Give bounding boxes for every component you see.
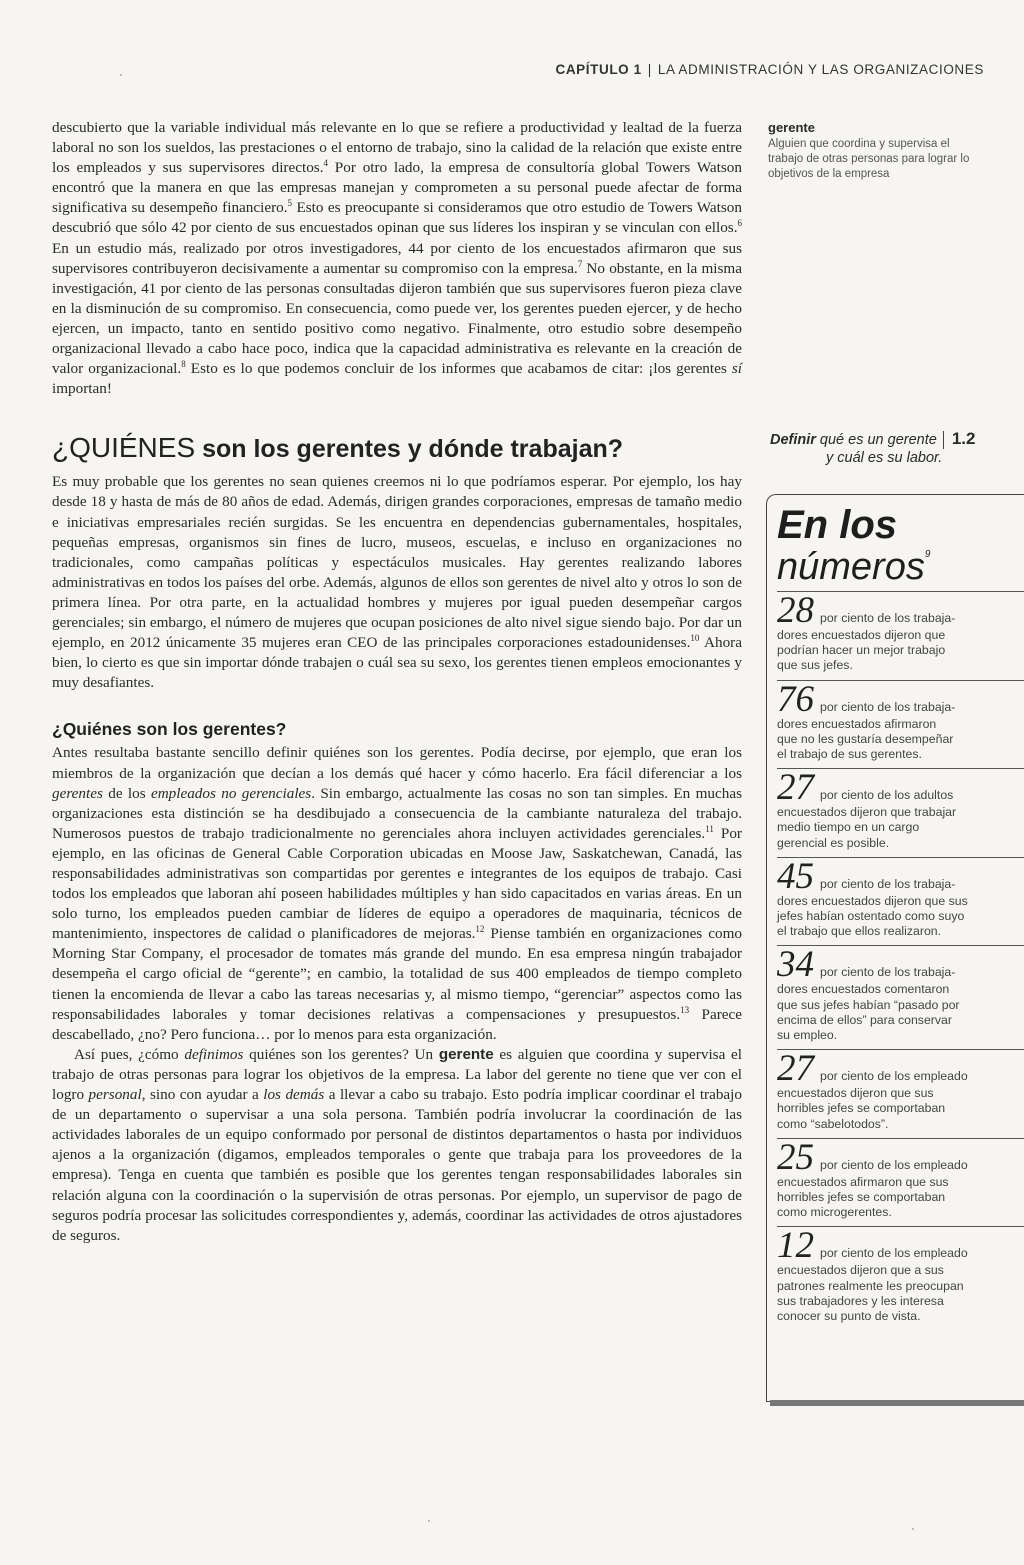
intro-paragraph: descubierto que la variable individual más relevante en lo que se refiere a productividad y lealtad de la fuerza laboral no son los sueldos, las prestaciones o el entorno de trabajo, sino la calidad de la relación que existe entre los empleados y sus supervisores directos.$^4$ Por otro lado, la empresa de consultoría global Towers Watson encontró que la manera en que las empresas manejan y comprometen a su personal puede afectar de forma significativa su desempeño financiero.$^5$ Esto es preocupante si consideramos que otro estudio de Towers Watson descubrió que sólo 42 por ciento de sus encuestados opinan que sus líderes los inspiran y se vinculan con ellos.$^6$ En un estudio más, realizado por otros investigadores, 44 por ciento de los encuestados afirmaron que sus supervisores contribuyeron decisivamente a aumentar su compromiso con la empresa.$^7$ No obstante, en la misma investigación, 41 por ciento de las personas consultadas dijeron también que sus supervisores fueron pieza clave en la disminución de su compromiso. En consecuencia, como puede ver, los gerentes pueden ejercer, y de hecho ejercen, un impacto, tanto en sentido positivo como negativo. Finalmente, otro estudio sobre desempeño organizacional llevado a cabo hace poco, indica que la capacidad administrativa es relevante en la creación de valor organizacional.$^8$ Esto es lo que podemos concluir de los informes que acabamos de citar: ¡los gerentes sí importan! [52,119,742,398]
stat-text-line: como microgerentes. [777,1205,892,1220]
objective-phrase: qué es un gerente [820,431,944,449]
definition-line: Alguien que coordina y supervisa el [768,138,950,150]
stat-number: 12 [777,1225,814,1267]
stat-text-line: horribles jefes se comportaban [777,1190,946,1205]
stats-list [777,591,1024,1330]
stat-text-line: por ciento de los empleado [820,1246,968,1261]
header-separator: | [647,62,652,77]
subsection-paragraph-2: Así pues, ¿cómo definimos quiénes son los gerentes? Un gerente es alguien que coordina y supervisa el trabajo de otras personas para lograr los objetivos de la empresa. La labor del gerente no tiene que ver con el logro personal, sino con ayudar a los demás a llevar a cabo su trabajo. Esto podría implicar coordinar el trabajo de un departamento o supervisar a una sola persona. También podría involucrar la coordinación de las actividades laborales de un equipo conformado por personal de distintos departamentos o hasta por individuos ajenos a la organización (digamos, empleados temporales o gente que trabaja para los proveedores de la empresa). Tenga en cuenta que también es posible que los gerentes tengan responsabilidades laborales sin relación alguna con la coordinación o la supervisión de otras personas. Por ejemplo, un supervisor de pago de seguros podría procesar las solicitudes correspondientes y, además, coordinar las actividades de otros ajustadores de seguros. [52,1045,742,1244]
section-heading: ¿QUIÉNES son los gerentes y dónde trabajan? [52,432,624,464]
stat-text-line: por ciento de los trabaja- [820,611,956,625]
stat-item [777,1226,1024,1330]
objective-line2: y cuál es su labor. [826,450,943,466]
scan-speck [912,1528,914,1530]
stat-text-line: como “sabelotodos”. [777,1116,889,1131]
section-paragraph: Es muy probable que los gerentes no sean quienes creemos ni lo que podríamos esperar. Por ejemplo, los hay desde 18 y hasta de más de 80 años de edad. Además, dirigen grandes corporaciones, empresas de tamaño medio e iniciativas empresariales recién surgidas. Se les encuentra en dependencias gubernamentales, hospitales, pequeñas empresas, organismos sin fines de lucro, museos, escuelas, e incluso en organizaciones no tradicionales, como campañas políticas y espectáculos musicales. Hay gerentes realizando labores administrativas en todos los países del orbe. Además, algunos de ellos son gerentes de nivel alto y otros lo son de primera línea. Por otra parte, en la actualidad hombres y mujeres por igual pueden desempeñar cargos gerenciales; sin embargo, el número de mujeres que ocupan posiciones de alto nivel sigue siendo bajo. Por dar un ejemplo, en 2012 únicamente 35 mujeres eran CEO de las principales corporaciones estadounidenses.$^{10}$ Ahora bien, lo cierto es que sin importar dónde trabajen o cuál sea su sexo, los gerentes tienen empleos emocionantes y muy desafiantes. [52,473,742,692]
stat-number: 25 [777,1136,814,1178]
chapter-number: CAPÍTULO 1 [555,62,642,77]
stat-item [777,591,1024,680]
stat-item [777,857,1024,946]
stats-note: 9 [924,549,931,560]
definition-line: objetivos de la empresa [768,168,890,180]
stats-box-bottom-rule [770,1400,1024,1406]
stat-item [777,768,1024,857]
stat-text-line: el trabajo de sus gerentes. [777,747,922,762]
stat-text-line: por ciento de los trabaja- [820,965,956,980]
definition-line: trabajo de otras personas para lograr lo [768,153,970,165]
margin-definition [768,120,1024,182]
stat-text-line: dores encuestados dijeron que sus [777,893,968,908]
stat-number: 28 [777,590,814,631]
objective-number: 1.2 [951,429,976,448]
stat-text-line: por ciento de los empleado [820,1069,968,1084]
stat-text-line: encuestados afirmaron que sus [777,1174,949,1189]
chapter-title: LA ADMINISTRACIÓN Y LAS ORGANIZACIONES [657,62,984,77]
stat-text-line: dores encuestados afirmaron [777,716,937,731]
stat-text-line: por ciento de los trabaja- [820,699,956,714]
stat-number: 34 [777,944,814,986]
objective-verb: Definir [770,432,816,448]
stat-text-line: medio tiempo en un cargo [777,820,920,835]
stat-text-line: por ciento de los empleado [820,1157,968,1172]
stats-subtitle: números$^9$ [777,546,931,588]
main-column [52,118,742,1246]
stat-number: 27 [777,767,814,809]
scan-speck [428,1520,430,1522]
stat-number: 45 [777,855,814,897]
stats-title: En los [777,503,898,547]
stat-number: 27 [777,1048,814,1090]
stat-text-line: que no les gustaría desempeñar [777,731,954,746]
stat-text-line: jefes habían ostentado como suyo [777,909,965,924]
stats-box [766,494,1024,1402]
stat-text-line: encuestados dijeron que a sus [777,1263,944,1278]
stat-item [777,945,1024,1049]
stat-number: 76 [777,678,814,720]
stat-text-line: conocer su punto de vista. [777,1309,921,1324]
stat-text-line: patrones realmente les preocupan [777,1278,964,1293]
stat-item [777,680,1024,769]
stat-text-line: que sus jefes habían “pasado por [777,997,960,1012]
subsection-paragraph-1: Antes resultaba bastante sencillo definir quiénes son los gerentes. Podía decirse, por ejemplo, que eran los miembros de la organización que decían a los demás qué hacer y cómo hacerlo. Era fácil diferenciar a los gerentes de los empleados no gerenciales. Sin embargo, actualmente las cosas no son tan simples. En muchas organizaciones esta distinción se ha desdibujado a consecuencia de la cambiante naturaleza del trabajo. Numerosos puestos de trabajo tradicionalmente no gerenciales ahora incluyen actividades gerenciales.$^{11}$ Por ejemplo, en las oficinas de General Cable Corporation ubicadas en Moose Jaw, Saskatchewan, Canadá, las responsabilidades administrativas son compartidas por gerentes e integrantes de los equipos de trabajo. Casi todos los empleados que laboran ahí poseen habilidades múltiples y han sido capacitados en varias áreas. En un solo turno, los empleados pueden cambiar de líderes de equipo a operadores de maquinaria, técnicos de mantenimiento, inspectores de calidad o planificadores de mejoras.$^{12}$ Piense también en organizaciones como Morning Star Company, el procesador de tomates más grande del mundo. En esa empresa ningún trabajador desempeña el cargo oficial de “gerente”; en cambio, la totalidad de sus 400 empleados de tiempo completo tienen la encomienda de llevar a cabo las tareas necesarias y, al mismo tiempo, “gerenciar” aspectos como las responsabilidades laborales y tomar decisiones relativas a compensaciones y presupuestos.$^{13}$ Parece descabellado, ¿no? Pero funciona… por lo menos para esta organización. [52,744,742,1043]
learning-objective [770,430,1024,467]
scan-speck [120,74,122,76]
stat-text-line: por ciento de los trabaja- [820,876,956,891]
stat-text-line: dores encuestados dijeron que [777,628,946,642]
stat-text-line: el trabajo que ellos realizaron. [777,924,942,939]
stat-text-line: horribles jefes se comportaban [777,1101,946,1116]
stat-text-line: dores encuestados comentaron [777,982,950,997]
stat-text-line: por ciento de los adultos [820,788,954,803]
subsection-heading: ¿Quiénes son los gerentes? [52,719,287,740]
stat-text-line: encuestados dijeron que trabajar [777,805,957,820]
stat-item [777,1049,1024,1138]
definition-term: gerente [768,120,815,135]
stat-text-line: que sus jefes. [777,658,853,673]
stat-text-line: podrían hacer un mejor trabajo [777,643,946,658]
stat-text-line: sus trabajadores y les interesa [777,1293,944,1308]
running-head [555,62,984,77]
stat-text-line: su empleo. [777,1028,838,1043]
stat-item [777,1138,1024,1227]
stat-text-line: encuestados dijeron que sus [777,1086,934,1101]
stat-text-line: gerencial es posible. [777,835,890,850]
stat-text-line: encima de ellos” para conservar [777,1012,952,1027]
